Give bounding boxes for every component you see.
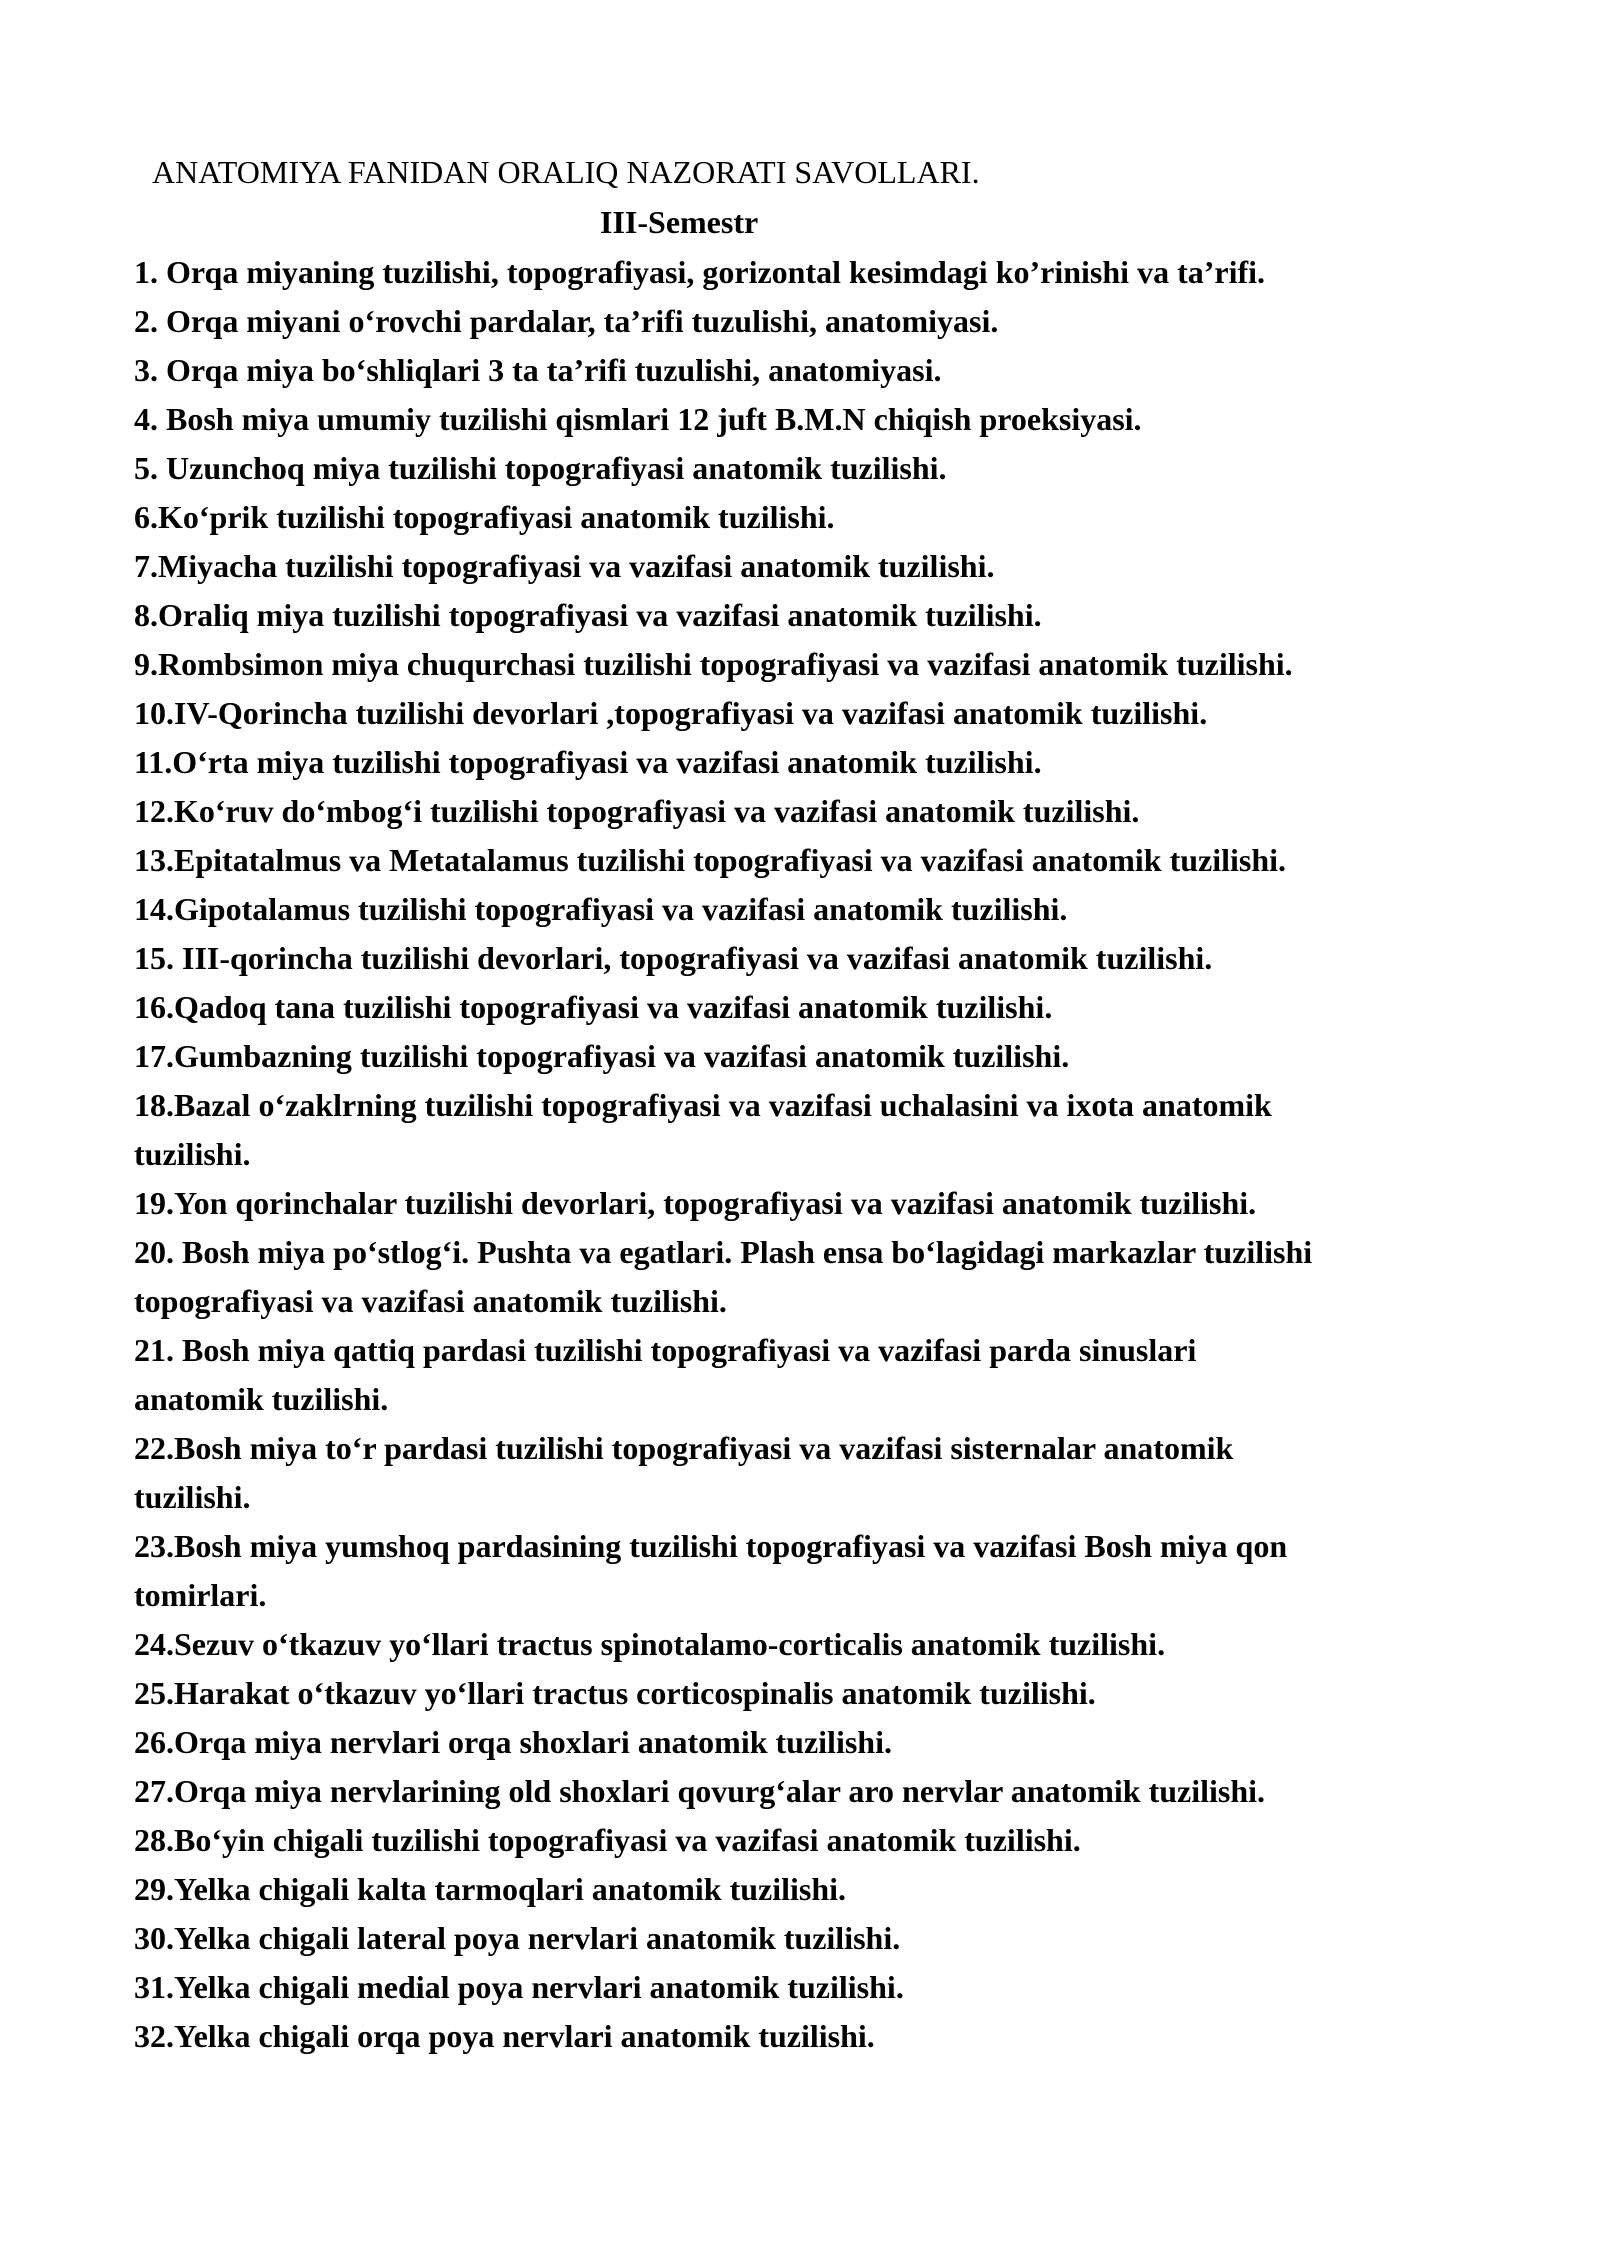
- question-text: 14.Gipotalamus tuzilishi topografiyasi va vazifasi anatomik tuzilishi.: [134, 891, 1068, 927]
- question-text: 25.Harakat o‘tkazuv yo‘llari tractus corticospinalis anatomik tuzilishi.: [134, 1675, 1096, 1711]
- question-item: [134, 983, 1534, 1032]
- question-item: [134, 689, 1534, 738]
- question-text: 23.Bosh miya yumshoq pardasining tuzilishi topografiyasi va vazifasi Bosh miya qon: [134, 1528, 1288, 1564]
- question-text: 4. Bosh miya umumiy tuzilishi qismlari 12 juft B.M.N chiqish proeksiyasi.: [134, 401, 1142, 437]
- question-item: [134, 1326, 1534, 1424]
- question-text: 17.Gumbazning tuzilishi topografiyasi va vazifasi anatomik tuzilishi.: [134, 1038, 1070, 1074]
- question-text: 2. Orqa miyani o‘rovchi pardalar, ta’rifi tuzulishi, anatomiyasi.: [134, 303, 999, 339]
- question-item: [134, 1179, 1534, 1228]
- question-text: 7.Miyacha tuzilishi topografiyasi va vazifasi anatomik tuzilishi.: [134, 548, 995, 584]
- question-text: 26.Orqa miya nervlari orqa shoxlari anatomik tuzilishi.: [134, 1724, 892, 1760]
- question-item: [134, 542, 1534, 591]
- question-text-continued: tuzilishi.: [134, 1136, 251, 1172]
- question-item: [134, 395, 1534, 444]
- question-text: 8.Oraliq miya tuzilishi topografiyasi va vazifasi anatomik tuzilishi.: [134, 597, 1042, 633]
- question-item: [134, 934, 1534, 983]
- question-text-continued: anatomik tuzilishi.: [134, 1381, 389, 1417]
- question-text: 20. Bosh miya po‘stlog‘i. Pushta va egatlari. Plash ensa bo‘lagidagi markazlar tuzilishi: [134, 1234, 1313, 1270]
- question-text: 32.Yelka chigali orqa poya nervlari anatomik tuzilishi.: [134, 2018, 875, 2054]
- question-item: [134, 1816, 1534, 1865]
- question-item: [134, 640, 1534, 689]
- question-text: 3. Orqa miya bo‘shliqlari 3 ta ta’rifi tuzulishi, anatomiyasi.: [134, 352, 942, 388]
- question-text: 11.O‘rta miya tuzilishi topografiyasi va vazifasi anatomik tuzilishi.: [134, 744, 1042, 780]
- question-text: 28.Bo‘yin chigali tuzilishi topografiyasi va vazifasi anatomik tuzilishi.: [134, 1822, 1081, 1858]
- question-text: 15. III-qorincha tuzilishi devorlari, topografiyasi va vazifasi anatomik tuzilishi.: [134, 940, 1213, 976]
- question-text-continued: tuzilishi.: [134, 1479, 251, 1515]
- question-text: 29.Yelka chigali kalta tarmoqlari anatomik tuzilishi.: [134, 1871, 847, 1907]
- question-item: [134, 1914, 1534, 1963]
- question-text: 24.Sezuv o‘tkazuv yo‘llari tractus spinotalamo-corticalis anatomik tuzilishi.: [134, 1626, 1166, 1662]
- question-text: 31.Yelka chigali medial poya nervlari anatomik tuzilishi.: [134, 1969, 904, 2005]
- question-text-continued: topografiyasi va vazifasi anatomik tuzilishi.: [134, 1283, 727, 1319]
- question-item: [134, 591, 1534, 640]
- question-item: [134, 297, 1534, 346]
- question-text: 19.Yon qorinchalar tuzilishi devorlari, topografiyasi va vazifasi anatomik tuzilishi.: [134, 1185, 1257, 1221]
- document-title: ANATOMIYA FANIDAN ORALIQ NAZORATI SAVOLLARI.: [152, 154, 980, 190]
- question-item: [134, 1865, 1534, 1914]
- semester-subtitle: III-Semestr: [600, 204, 759, 240]
- question-item: [134, 787, 1534, 836]
- question-item: [134, 836, 1534, 885]
- question-item: [134, 1228, 1534, 1326]
- question-text: 13.Epitatalmus va Metatalamus tuzilishi topografiyasi va vazifasi anatomik tuzilishi.: [134, 842, 1287, 878]
- question-item: [134, 1620, 1534, 1669]
- question-text: 16.Qadoq tana tuzilishi topografiyasi va vazifasi anatomik tuzilishi.: [134, 989, 1053, 1025]
- question-text: 22.Bosh miya to‘r pardasi tuzilishi topografiyasi va vazifasi sisternalar anatomik: [134, 1430, 1234, 1466]
- question-text: 9.Rombsimon miya chuqurchasi tuzilishi topografiyasi va vazifasi anatomik tuzilishi.: [134, 646, 1293, 682]
- question-text: 12.Ko‘ruv do‘mbog‘i tuzilishi topografiyasi va vazifasi anatomik tuzilishi.: [134, 793, 1140, 829]
- question-item: [134, 885, 1534, 934]
- question-text: 30.Yelka chigali lateral poya nervlari anatomik tuzilishi.: [134, 1920, 901, 1956]
- question-text: 18.Bazal o‘zaklrning tuzilishi topografiyasi va vazifasi uchalasini va ixota anatomik: [134, 1087, 1272, 1123]
- question-text: 21. Bosh miya qattiq pardasi tuzilishi topografiyasi va vazifasi parda sinuslari: [134, 1332, 1197, 1368]
- question-item: [134, 493, 1534, 542]
- question-item: [134, 2012, 1534, 2061]
- question-item: [134, 1767, 1534, 1816]
- question-item: [134, 738, 1534, 787]
- question-text: 6.Ko‘prik tuzilishi topografiyasi anatomik tuzilishi.: [134, 499, 835, 535]
- question-item: [134, 1522, 1534, 1620]
- question-item: [134, 346, 1534, 395]
- question-item: [134, 1032, 1534, 1081]
- question-text: 1. Orqa miyaning tuzilishi, topografiyasi, gorizontal kesimdagi ko’rinishi va ta’rifi.: [134, 254, 1266, 290]
- question-item: [134, 1669, 1534, 1718]
- question-list: [134, 248, 1534, 2061]
- question-item: [134, 1963, 1534, 2012]
- question-text: 5. Uzunchoq miya tuzilishi topografiyasi anatomik tuzilishi.: [134, 450, 947, 486]
- question-text: 10.IV-Qorincha tuzilishi devorlari ,topografiyasi va vazifasi anatomik tuzilishi.: [134, 695, 1208, 731]
- question-item: [134, 1424, 1534, 1522]
- question-item: [134, 248, 1534, 297]
- question-item: [134, 1081, 1534, 1179]
- question-text: 27.Orqa miya nervlarining old shoxlari qovurg‘alar aro nervlar anatomik tuzilishi.: [134, 1773, 1266, 1809]
- question-text-continued: tomirlari.: [134, 1577, 267, 1613]
- question-item: [134, 1718, 1534, 1767]
- question-item: [134, 444, 1534, 493]
